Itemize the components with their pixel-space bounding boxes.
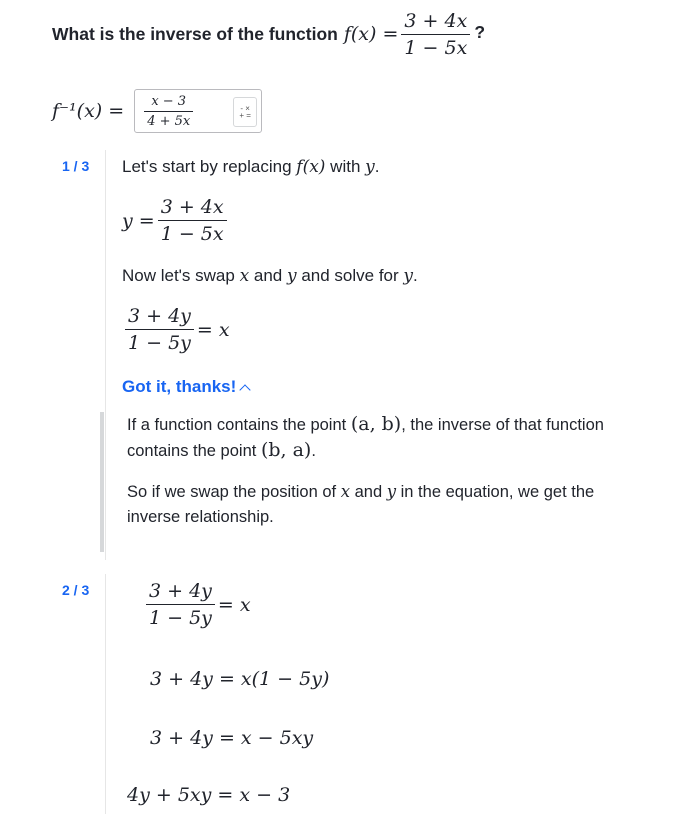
hint-p1-period: . (311, 442, 316, 460)
hint-bar (100, 412, 104, 552)
step-1-intro-y: y (365, 157, 375, 177)
equation-numerator: 3 + 4y (128, 305, 191, 327)
hint-p1-text-b: , the inverse of that function contains the point (127, 416, 604, 460)
answer-input[interactable] (134, 89, 262, 133)
step-1-intro-period: . (374, 157, 380, 176)
question-fraction (401, 10, 470, 59)
answer-row (52, 88, 262, 134)
question-prompt (52, 8, 485, 60)
question-function: f(x) = (343, 23, 399, 45)
step-1-equation-1 (122, 196, 230, 245)
step-1-number: 1 / 3 (62, 158, 90, 174)
answer-denominator: 4 + 5x (144, 111, 193, 129)
equation-numerator: 3 + 4y (149, 580, 212, 602)
equation-fraction (158, 196, 227, 245)
hint-paragraph-1 (127, 412, 667, 464)
swap-y2: y (403, 266, 413, 286)
step-1-intro-text: Let's start by replacing (122, 157, 297, 176)
swap-text-c: and solve for (296, 266, 404, 285)
math-keyboard-icon (239, 105, 251, 119)
step-2-equation-3: 3 + 4y = x − 5xy (150, 727, 314, 749)
keyboard-glyph-top: - × (240, 104, 250, 113)
step-1-swap-text (122, 266, 418, 286)
hint-p2-y: y (386, 482, 397, 501)
hint-paragraph-2 (127, 479, 647, 530)
got-it-label: Got it, thanks! (122, 377, 237, 396)
question-mark: ? (474, 22, 486, 42)
chevron-up-icon (240, 384, 251, 395)
step-1-intro (122, 157, 379, 177)
equation-fraction (125, 305, 194, 354)
step-2-equation-2: 3 + 4y = x(1 − 5y) (150, 668, 330, 690)
step-1-intro-fx: f(x) (296, 157, 326, 177)
equation-denominator: 1 − 5x (158, 220, 227, 245)
hint-p2-text-b: and (350, 483, 387, 501)
math-keyboard-toggle-button[interactable] (233, 97, 257, 127)
answer-numerator: x − 3 (151, 93, 187, 109)
hint-p2-text-a: So if we swap the position of (127, 483, 341, 501)
answer-label: f⁻¹(x) = (52, 100, 125, 122)
hint-p1-text-a: If a function contains the point (127, 416, 351, 434)
got-it-thanks-link[interactable] (122, 377, 249, 397)
step-2-equation-4: 4y + 5xy = x − 3 (127, 784, 291, 806)
step-1-rail (105, 150, 106, 560)
swap-y: y (286, 266, 297, 286)
question-text: What is the inverse of the function (52, 23, 338, 44)
equation-denominator: 1 − 5y (146, 604, 215, 629)
hint-p2-text-c: in the equation, we get the inverse relationship. (127, 483, 595, 526)
hint-p1-point-ab: (a, b) (350, 413, 402, 435)
equation-lhs: y = (122, 209, 155, 232)
step-1-equation-2 (122, 305, 230, 354)
equation-numerator: 3 + 4x (160, 196, 224, 218)
swap-period: . (412, 266, 418, 285)
step-1-intro-with: with (325, 157, 366, 176)
step-2-rail (105, 574, 106, 814)
swap-x: x (239, 266, 250, 286)
equation-fraction (146, 580, 215, 629)
swap-text-b: and (249, 266, 287, 285)
answer-value (144, 94, 193, 129)
question-denominator: 1 − 5x (401, 34, 470, 59)
hint-p2-x: x (340, 482, 351, 501)
step-2-equation-1 (143, 580, 251, 629)
equation-denominator: 1 − 5y (125, 329, 194, 354)
question-numerator: 3 + 4x (404, 9, 468, 32)
hint-p1-point-ba: (b, a) (260, 439, 312, 461)
step-2-number: 2 / 3 (62, 582, 90, 598)
keyboard-glyph-bottom: + = (239, 111, 251, 120)
swap-text-a: Now let's swap (122, 266, 240, 285)
equation-rhs: = x (196, 318, 230, 341)
equation-rhs: = x (217, 593, 251, 616)
